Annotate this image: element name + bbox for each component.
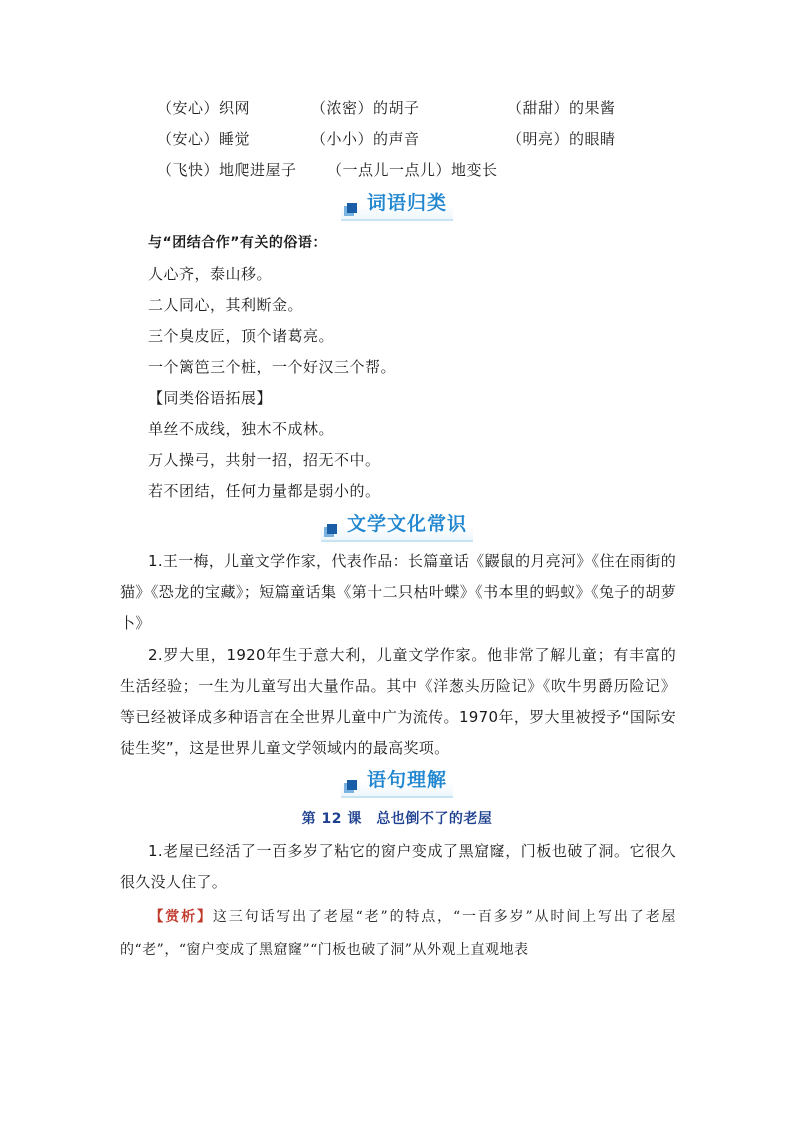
lesson-title: 第 12 课 总也倒不了的老屋 [301,811,493,827]
phrase: （浓密）的胡子 [311,99,420,117]
phrase: （一点儿一点儿）地变长 [327,161,498,179]
analysis-paragraph [120,901,676,967]
phrase: （安心）睡觉 [157,130,251,148]
section-heading-word-classification [0,188,794,218]
culture-paragraph [120,546,676,639]
proverb-extend-heading: 【同类俗语拓展】 [148,389,273,407]
analysis-text: 这三句话写出了老屋“老”的特点，“一百多岁”从时间上写出了老屋的“老”，“窗户变成了黑窟窿”“门板也破了洞”从外观上直观地表 [120,909,676,958]
square-bullet-icon [347,203,357,213]
phrase: （甜甜）的果酱 [507,99,616,117]
analysis-tag: 【赏析】 [148,909,213,925]
square-bullet-icon [347,780,357,790]
proverb-item: 一个篱笆三个桩，一个好汉三个帮。 [148,358,397,376]
proverb-extend-item: 万人操弓，共射一招，招无不中。 [148,451,381,469]
sentence-text: 1.老屋已经活了一百多岁了粘它的窗户变成了黑窟窿，门板也破了洞。它很久很久没人住了。 [120,842,676,891]
proverb-heading: 与“团结合作”有关的俗语： [148,235,327,251]
phrase-row [0,159,794,185]
phrase-row [0,97,794,123]
section-heading-literature [0,509,794,539]
phrase: （安心）织网 [157,99,251,117]
phrase-row [0,128,794,154]
phrase: （飞快）地爬进屋子 [157,161,297,179]
culture-text: 2.罗大里，1920年生于意大利，儿童文学作家。他非常了解儿童；有丰富的生活经验；一生为儿童写出大量作品。其中《洋葱头历险记》《吹牛男爵历险记》等已经被译成多种语言在全世界儿童中广为流传。1970年，罗大里被授予“国际安徒生奖”，这是世界儿童文学领域内的最高奖项。 [120,646,676,757]
proverb-item: 三个臭皮匠，顶个诸葛亮。 [148,327,335,345]
phrase: （明亮）的眼睛 [507,130,616,148]
proverb-extend-item: 单丝不成线，独木不成林。 [148,420,335,438]
culture-text: 1.王一梅，儿童文学作家，代表作品：长篇童话《鼹鼠的月亮河》《住在雨街的猫》《恐龙的宝藏》；短篇童话集《第十二只枯叶蝶》《书本里的蚂蚁》《兔子的胡萝卜》 [120,552,676,632]
culture-paragraph [120,640,676,764]
sentence-paragraph [120,836,676,898]
section-title: 文学文化常识 [346,513,467,535]
section-heading-sentence [0,765,794,795]
proverb-item: 二人同心，其利断金。 [148,296,304,314]
square-bullet-icon [327,524,337,534]
proverb-extend-item: 若不团结，任何力量都是弱小的。 [148,482,381,500]
phrase: （小小）的声音 [311,130,420,148]
proverb-item: 人心齐，泰山移。 [148,265,273,283]
section-title: 词语归类 [366,192,447,214]
section-title: 语句理解 [366,769,447,791]
